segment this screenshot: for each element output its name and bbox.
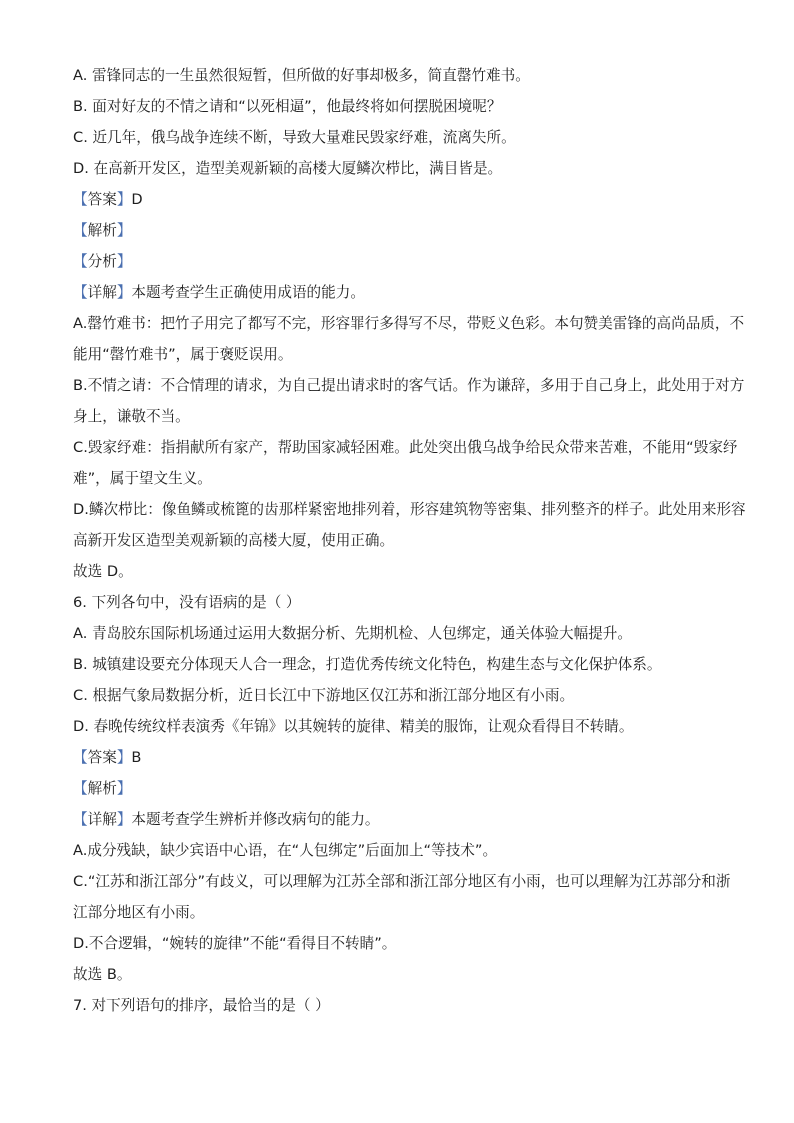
explanation-line xyxy=(73,469,733,489)
answer-label: 【答案】 xyxy=(73,749,132,766)
analysis-heading xyxy=(73,221,733,241)
answer-label: 【答案】 xyxy=(73,191,132,208)
detail-line xyxy=(73,283,733,303)
line-text: D. 在高新开发区，造型美观新颖的高楼大厦鳞次栉比，满目皆是。 xyxy=(73,160,503,177)
question-7-stem xyxy=(73,996,733,1016)
q6-detail-line xyxy=(73,810,733,830)
line-text: 身上，谦敬不当。 xyxy=(73,408,190,425)
option-a-line xyxy=(73,66,733,86)
explanation-line xyxy=(73,531,733,551)
line-text: B.不情之请：不合情理的请求，为自己提出请求时的客气话。作为谦辞，多用于自己身上，此处用于对方 xyxy=(73,377,745,394)
explanation-line xyxy=(73,345,733,365)
line-text: B. 面对好友的不情之请和“以死相逼”，他最终将如何摆脱困境呢？ xyxy=(73,98,502,115)
q6-option-a xyxy=(73,624,733,644)
line-text: A. 雷锋同志的一生虽然很短暂，但所做的好事却极多，简直罄竹难书。 xyxy=(73,67,530,84)
line-text: 故选 D。 xyxy=(73,563,133,580)
line-text: C. 根据气象局数据分析，近日长江中下游地区仅江苏和浙江部分地区有小雨。 xyxy=(73,687,575,704)
answer-line xyxy=(73,190,733,210)
q6-answer-line xyxy=(73,748,733,768)
q6-explanation-line xyxy=(73,934,733,954)
q6-option-d xyxy=(73,717,733,737)
explanation-line xyxy=(73,376,745,396)
analysis-label: 【解析】 xyxy=(73,780,132,797)
line-text: 7. 对下列语句的排序，最恰当的是（ ） xyxy=(73,997,330,1014)
q6-explanation-line xyxy=(73,841,733,861)
question-6-stem xyxy=(73,593,733,613)
line-text: A.罄竹难书：把竹子用完了都写不完，形容罪行多得写不尽，带贬义色彩。本句赞美雷锋的高尚品质，不 xyxy=(73,315,745,332)
analysis-label: 【解析】 xyxy=(73,222,132,239)
q6-explanation-line xyxy=(73,872,733,892)
q6-option-b xyxy=(73,655,733,675)
line-text: D. 春晚传统纹样表演秀《年锦》以其婉转的旋律、精美的服饰，让观众看得目不转睛。 xyxy=(73,718,634,735)
detail-label: 【详解】 xyxy=(73,811,132,828)
option-c-line xyxy=(73,128,733,148)
line-text: 6. 下列各句中，没有语病的是（ ） xyxy=(73,594,301,611)
explanation-line xyxy=(73,438,738,458)
line-text: A.成分残缺，缺少宾语中心语，在“人包绑定”后面加上“等技术”。 xyxy=(73,842,498,859)
q6-analysis-heading xyxy=(73,779,733,799)
line-text: 本题考查学生正确使用成语的能力。 xyxy=(131,284,365,301)
detail-label: 【详解】 xyxy=(73,284,132,301)
line-text: 高新开发区造型美观新颖的高楼大厦，使用正确。 xyxy=(73,532,395,549)
line-text: 能用“罄竹难书”，属于褒贬误用。 xyxy=(73,346,293,363)
line-text: 难”，属于望文生义。 xyxy=(73,470,212,487)
explanation-line xyxy=(73,314,745,334)
explanation-line xyxy=(73,500,746,520)
line-text: 故选 B。 xyxy=(73,966,132,983)
fenxi-label: 【分析】 xyxy=(73,253,132,270)
fenxi-heading xyxy=(73,252,733,272)
line-text: D.不合逻辑，“婉转的旋律”不能“看得目不转睛”。 xyxy=(73,935,397,952)
option-b-line xyxy=(73,97,733,117)
answer-value: B xyxy=(131,749,142,766)
option-d-line xyxy=(73,159,733,179)
q6-option-c xyxy=(73,686,733,706)
line-text: 本题考查学生辨析并修改病句的能力。 xyxy=(131,811,380,828)
q6-conclusion-line xyxy=(73,965,733,985)
line-text: A. 青岛胶东国际机场通过运用大数据分析、先期机检、人包绑定，通关体验大幅提升。 xyxy=(73,625,632,642)
line-text: B. 城镇建设要充分体现天人合一理念，打造优秀传统文化特色，构建生态与文化保护体系。 xyxy=(73,656,662,673)
answer-value: D xyxy=(131,191,143,208)
line-text: C.“江苏和浙江部分”有歧义，可以理解为江苏全部和浙江部分地区有小雨，也可以理解为江苏部分和浙 xyxy=(73,873,731,890)
line-text: C.毁家纾难：指捐献所有家产，帮助国家减轻困难。此处突出俄乌战争给民众带来苦难，不能用“毁家纾 xyxy=(73,439,738,456)
line-text: C. 近几年，俄乌战争连续不断，导致大量难民毁家纾难，流离失所。 xyxy=(73,129,516,146)
explanation-line xyxy=(73,407,733,427)
line-text: D.鳞次栉比：像鱼鳞或梳篦的齿那样紧密地排列着，形容建筑物等密集、排列整齐的样子。此处用来形容 xyxy=(73,501,746,518)
conclusion-line xyxy=(73,562,733,582)
line-text: 江部分地区有小雨。 xyxy=(73,904,205,921)
q6-explanation-line xyxy=(73,903,733,923)
